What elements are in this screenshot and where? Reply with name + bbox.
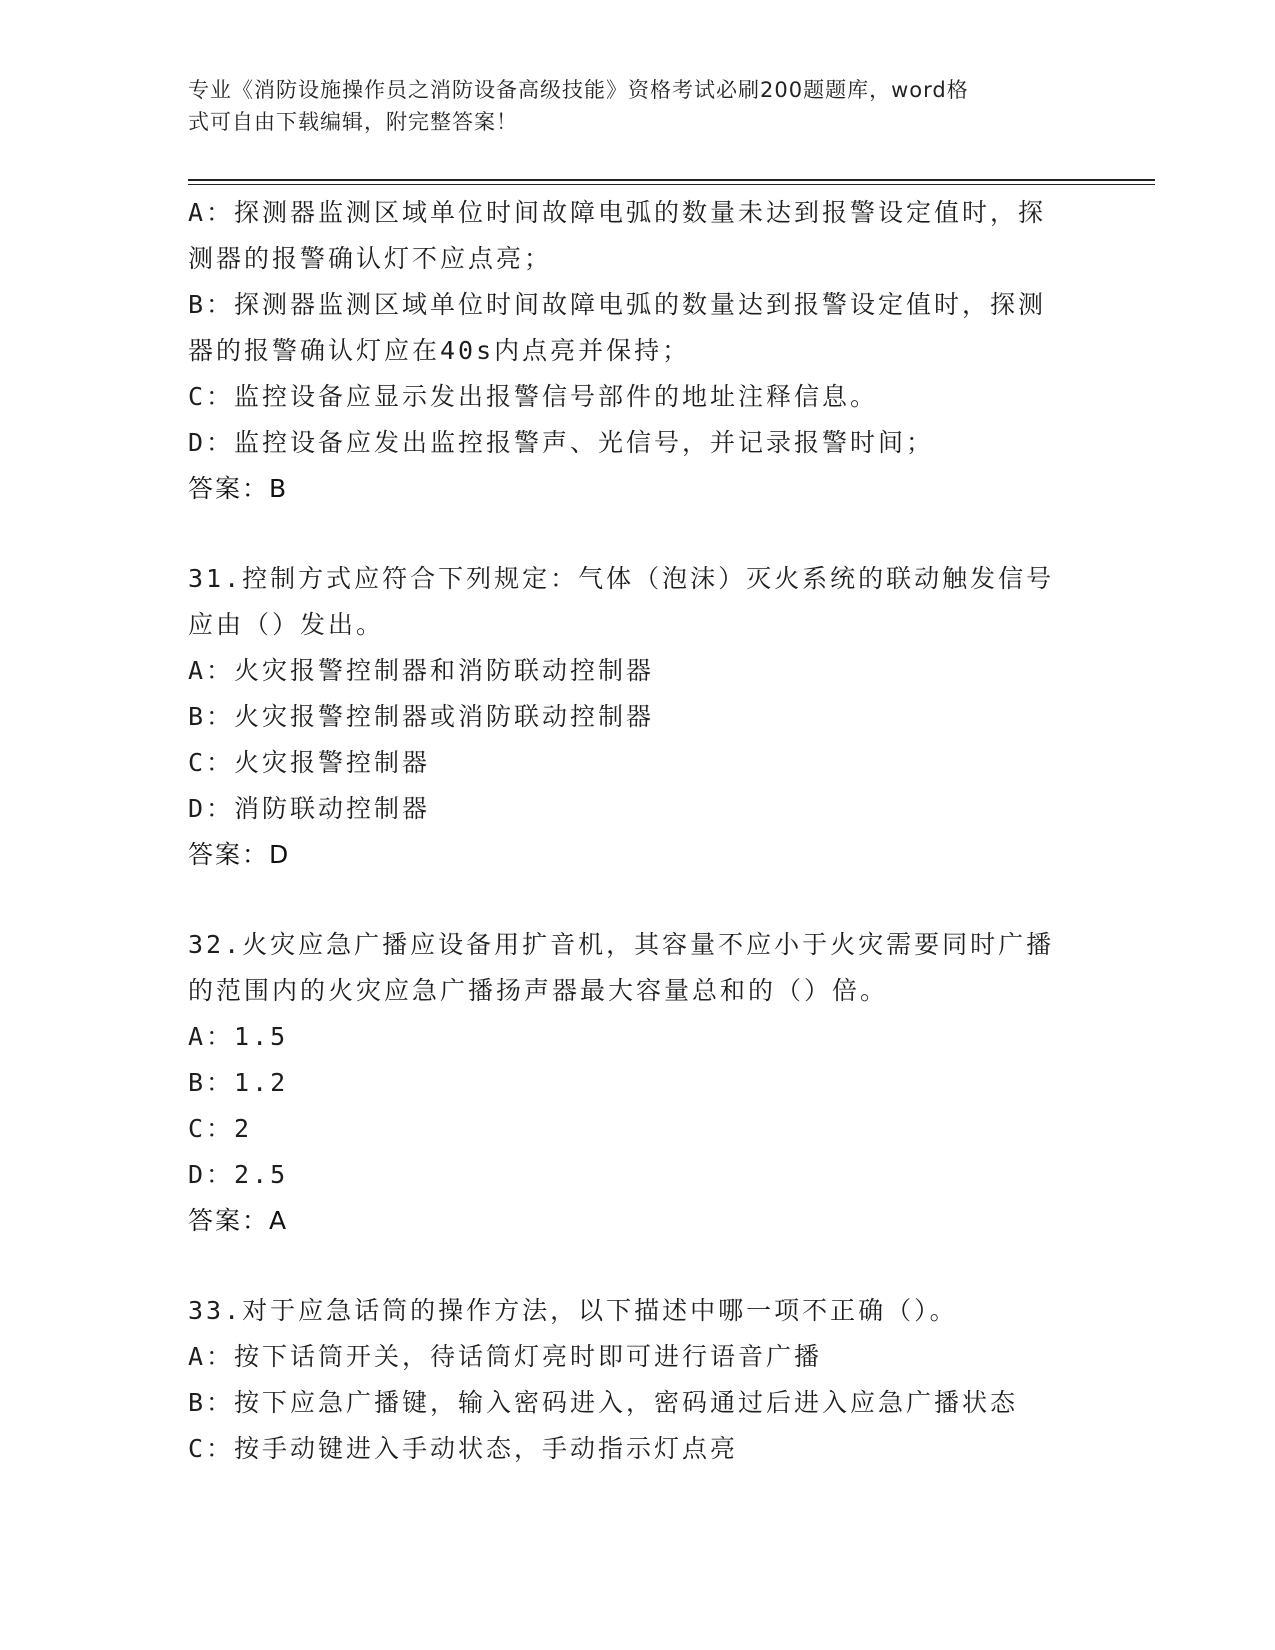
option-b-line-1: B：探测器监测区域单位时间故障电弧的数量达到报警设定值时，探测 bbox=[188, 290, 1047, 319]
header-line-1: 专业《消防设施操作员之消防设备高级技能》资格考试必刷200题题库，word格 bbox=[188, 78, 969, 102]
answer-label: 答案：B bbox=[188, 474, 289, 503]
option-a-line-1: A：探测器监测区域单位时间故障电弧的数量未达到报警设定值时，探 bbox=[188, 198, 1047, 227]
question-31 bbox=[188, 556, 1088, 878]
option-b: B：1.2 bbox=[188, 1068, 289, 1097]
option-d: D：2.5 bbox=[188, 1160, 289, 1189]
question-33 bbox=[188, 1288, 1088, 1472]
header-line-2: 式可自由下载编辑，附完整答案！ bbox=[188, 110, 518, 134]
question-stem-line-2: 应由（）发出。 bbox=[188, 610, 385, 639]
option-a: A：按下话筒开关，待话筒灯亮时即可进行语音广播 bbox=[188, 1342, 823, 1371]
option-a-line-2: 测器的报警确认灯不应点亮； bbox=[188, 244, 553, 273]
option-b: B：按下应急广播键，输入密码进入，密码通过后进入应急广播状态 bbox=[188, 1388, 1019, 1417]
document-header bbox=[188, 74, 1088, 138]
option-b-line-2: 器的报警确认灯应在40s内点亮并保持； bbox=[188, 336, 691, 365]
header-rule-thin bbox=[188, 184, 1155, 185]
answer-label: 答案：D bbox=[188, 840, 291, 869]
option-c: C：火灾报警控制器 bbox=[188, 748, 431, 777]
question-32 bbox=[188, 922, 1088, 1244]
option-c: C：按手动键进入手动状态，手动指示灯点亮 bbox=[188, 1434, 739, 1463]
question-previous bbox=[188, 190, 1088, 512]
question-stem-line-2: 的范围内的火灾应急广播扬声器最大容量总和的（）倍。 bbox=[188, 976, 889, 1005]
question-stem-line-1: 31.控制方式应符合下列规定：气体（泡沫）灭火系统的联动触发信号 bbox=[188, 564, 1055, 593]
option-a: A：1.5 bbox=[188, 1022, 289, 1051]
option-a: A：火灾报警控制器和消防联动控制器 bbox=[188, 656, 655, 685]
option-c: C：2 bbox=[188, 1114, 253, 1143]
question-stem-line-1: 32.火灾应急广播应设备用扩音机，其容量不应小于火灾需要同时广播 bbox=[188, 930, 1055, 959]
document-body bbox=[188, 190, 1088, 1472]
option-d: D：监控设备应发出监控报警声、光信号，并记录报警时间； bbox=[188, 428, 935, 457]
answer-label: 答案：A bbox=[188, 1206, 289, 1235]
question-stem: 33.对于应急话筒的操作方法，以下描述中哪一项不正确（）。 bbox=[188, 1296, 958, 1325]
header-rule-thick bbox=[188, 179, 1155, 181]
option-d: D：消防联动控制器 bbox=[188, 794, 431, 823]
option-c: C：监控设备应显示发出报警信号部件的地址注释信息。 bbox=[188, 382, 879, 411]
option-b: B：火灾报警控制器或消防联动控制器 bbox=[188, 702, 655, 731]
